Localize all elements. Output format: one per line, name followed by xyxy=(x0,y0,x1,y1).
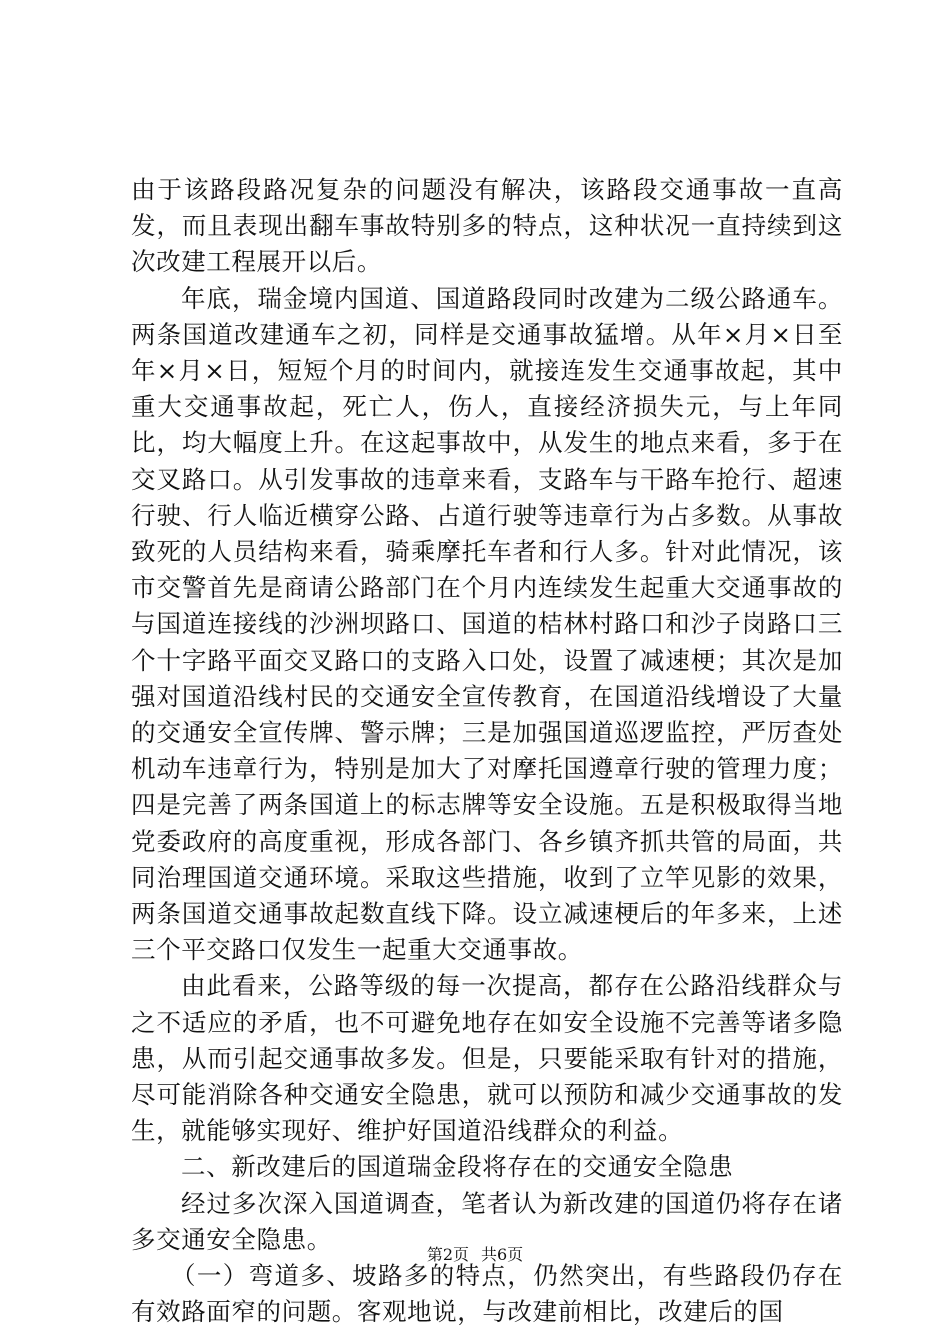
body-text xyxy=(131,172,843,1331)
page-footer xyxy=(0,1245,950,1265)
section-heading: 二、新改建后的国道瑞金段将存在的交通安全隐患 xyxy=(181,1152,734,1182)
paragraph-investigation: 经过多次深入国道调查，笔者认为新改建的国道仍将存在诸多交通安全隐患。 xyxy=(131,1188,843,1254)
paragraph-incident-summary: 年底，瑞金境内国道、国道路段同时改建为二级公路通车。两条国道改建通车之初，同样是交通事故猛增。从年×月×日至年×月×日，短短个月的时间内，就接连发生交通事故起，其中重大交通事故起，死亡人，伤人，直接经济损失元，与上年同比，均大幅度上升。在这起事故中，从发生的地点来看，多于在交叉路口。从引发事故的违章来看，支路车与干路车抢行、超速行驶、行人临近横穿公路、占道行驶等违章行为占多数。从事故致死的人员结构来看，骑乘摩托车者和行人多。针对此情况，该市交警首先是商请公路部门在个月内连续发生起重大交通事故的与国道连接线的沙洲坝路口、国道的桔林村路口和沙子岗路口三个十字路平面交叉路口的支路入口处，设置了减速梗；其次是加强对国道沿线村民的交通安全宣传教育，在国道沿线增设了大量的交通安全宣传牌、警示牌；三是加强国道巡逻监控，严厉查处机动车违章行为，特别是加大了对摩托国遵章行驶的管理力度；四是完善了两条国道上的标志牌等安全设施。五是积极取得当地党委政府的高度重视，形成各部门、各乡镇齐抓共管的局面，共同治理国道交通环境。采取这些措施，收到了立竿见影的效果，两条国道交通事故起数直线下降。设立减速梗后的年多来，上述三个平交路口仅发生一起重大交通事故。 xyxy=(131,283,843,965)
paragraph-conclusion: 由此看来，公路等级的每一次提高，都存在公路沿线群众与之不适应的矛盾，也不可避免地存在如安全设施不完善等诸多隐患，从而引起交通事故多发。但是，只要能采取有针对的措施，尽可能消除各种交通安全隐患，就可以预防和减少交通事故的发生，就能够实现好、维护好国道沿线群众的利益。 xyxy=(131,971,843,1146)
page-number: 第2页 xyxy=(426,1245,469,1264)
paragraph-item-one: （一）弯道多、坡路多的特点，仍然突出，有些路段仍存在有效路面窄的问题。客观地说，与改建前相比，改建后的国 xyxy=(131,1261,843,1327)
page-total: 共6页 xyxy=(481,1245,524,1264)
paragraph-continuation: 由于该路段路况复杂的问题没有解决，该路段交通事故一直高发，而且表现出翻车事故特别多的特点，这种状况一直持续到这次改建工程展开以后。 xyxy=(131,175,843,277)
